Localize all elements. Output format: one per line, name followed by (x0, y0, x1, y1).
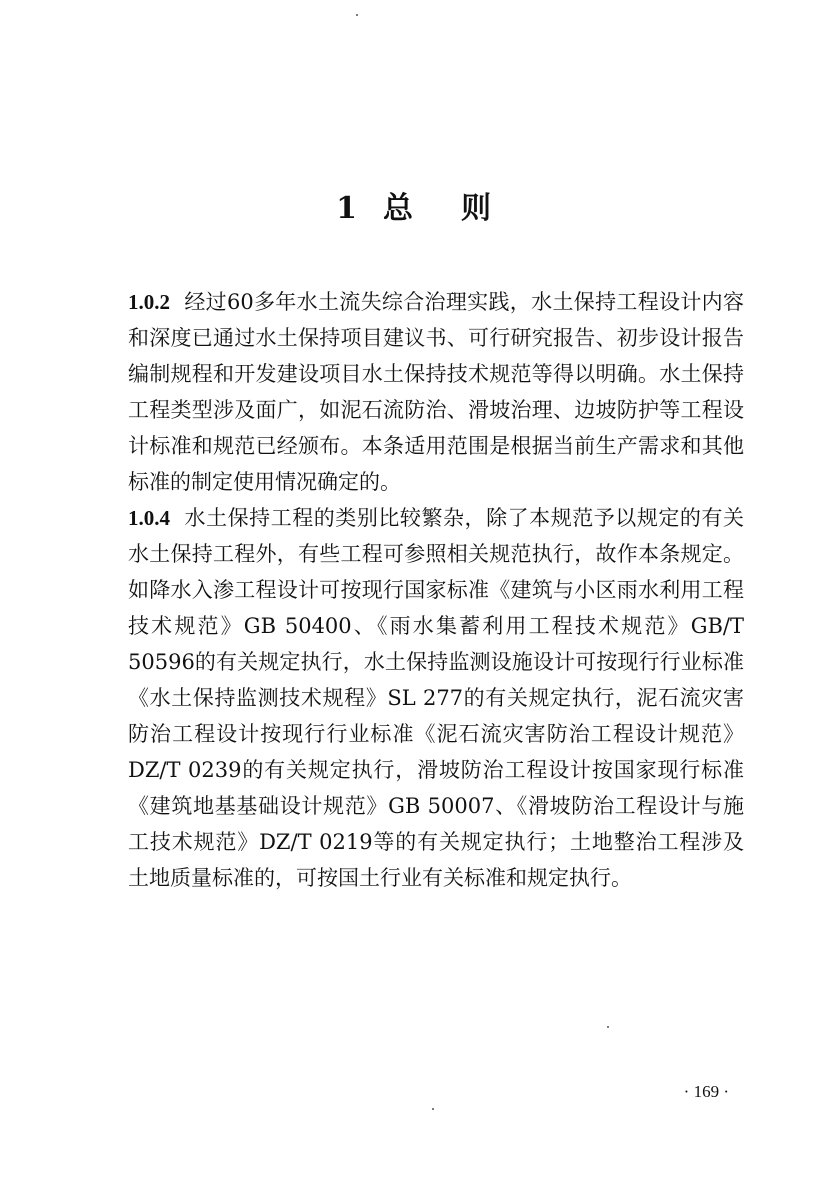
scan-speck (356, 14, 358, 16)
chapter-title-char-1: 总 (382, 191, 413, 226)
chapter-number: 1 (336, 191, 357, 226)
clause-text: 水土保持工程的类别比较繁杂，除了本规范予以规定的有关水土保持工程外，有些工程可参照相关规范执行，故作本条规定。如降水入渗工程设计可按现行国家标准《建筑与小区雨水利用工程技术规范》GB 50400、《雨水集蓄利用工程技术规范》GB/T 50596的有关规定执行，水土保持监测设施设计可按现行行业标准《水土保持监测技术规程》SL 277的有关规定执行，泥石流灾害防治工程设计按现行行业标准《泥石流灾害防治工程设计规范》DZ/T 0239的有关规定执行，滑坡防治工程设计按国家现行标准《建筑地基基础设计规范》GB 50007、《滑坡防治工程设计与施工技术规范》DZ/T 0219等的有关规定执行；土地整治工程涉及土地质量标准的，可按国土行业有关标准和规定执行。 (128, 506, 744, 890)
chapter-title-char-2: 则 (460, 191, 491, 226)
clause-1-0-2 (128, 284, 744, 500)
body-text (128, 284, 744, 896)
scan-speck (432, 1108, 434, 1110)
clause-text: 经过60多年水土流失综合治理实践，水土保持工程设计内容和深度已通过水土保持项目建议书、可行研究报告、初步设计报告编制规程和开发建设项目水土保持技术规范等得以明确。水土保持工程类型涉及面广，如泥石流防治、滑坡治理、边坡防护等工程设计标准和规范已经颁布。本条适用范围是根据当前生产需求和其他标准的制定使用情况确定的。 (128, 290, 744, 494)
clause-number: 1.0.2 (128, 290, 170, 314)
chapter-title (0, 183, 827, 227)
clause-1-0-4 (128, 500, 744, 896)
scan-speck (607, 1026, 609, 1028)
page-number: · 169 · (683, 1082, 729, 1101)
clause-number: 1.0.4 (128, 506, 170, 530)
